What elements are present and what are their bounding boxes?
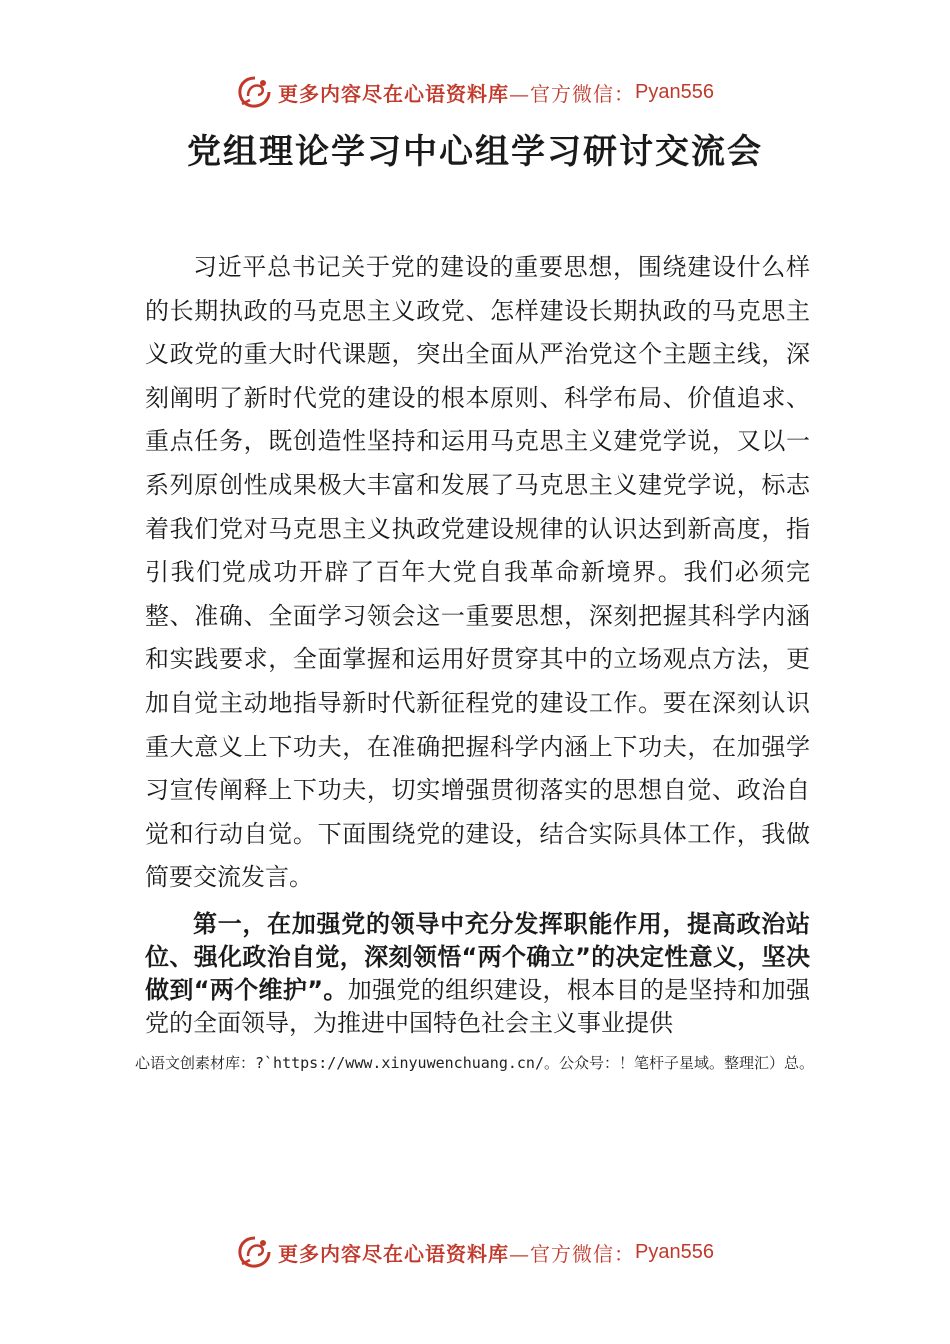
banner-brand: 更多内容尽在心语资料库	[278, 1241, 510, 1266]
banner-wechat-id: Pyan556	[635, 80, 714, 103]
section-one-lead: 第一，在加强党的领导中充分发挥职能作用，提高政治站位、强化政治自觉，深刻领悟“两个确立”的决定性意义，坚决做到“两个维护”。	[145, 909, 810, 1004]
document-title: 党组理论学习中心组学习研讨交流会	[187, 132, 763, 172]
banner-brand: 更多内容尽在心语资料库	[278, 81, 510, 106]
banner-wechat-id: Pyan556	[635, 1240, 714, 1263]
source-footnote: 心语文创素材库：?`https://www.xinyuwenchuang.cn/。公众号：！笔杆子星域。整理汇）总。	[135, 1054, 814, 1072]
banner-separator: —官方微信：	[509, 81, 636, 106]
document-body	[145, 246, 810, 1040]
swirl-logo-icon	[236, 74, 274, 110]
section-one-text: 加强党的组织建设，根本目的是坚持和加强党的全面领导，为推进中国特色社会主义事业提供	[145, 975, 811, 1037]
header-banner	[0, 72, 950, 112]
footer-banner	[0, 1232, 950, 1272]
swirl-logo-icon	[236, 1234, 274, 1270]
section-one-paragraph	[145, 908, 810, 1040]
banner-separator: —官方微信：	[509, 1241, 636, 1266]
body-paragraph: 习近平总书记关于党的建设的重要思想，围绕建设什么样的长期执政的马克思主义政党、怎样建设长期执政的马克思主义政党的重大时代课题，突出全面从严治党这个主题主线，深刻阐明了新时代党的建设的根本原则、科学布局、价值追求、重点任务，既创造性坚持和运用马克思主义建党学说，又以一系列原创性成果极大丰富和发展了马克思主义建党学说，标志着我们党对马克思主义执政党建设规律的认识达到新高度，指引我们党成功开辟了百年大党自我革命新境界。我们必须完整、准确、全面学习领会这一重要思想，深刻把握其科学内涵和实践要求，全面掌握和运用好贯穿其中的立场观点方法，更加自觉主动地指导新时代新征程党的建设工作。要在深刻认识重大意义上下功夫，在准确把握科学内涵上下功夫，在加强学习宣传阐释上下功夫，切实增强贯彻落实的思想自觉、政治自觉和行动自觉。下面围绕党的建设，结合实际具体工作，我做简要交流发言。	[145, 253, 810, 892]
